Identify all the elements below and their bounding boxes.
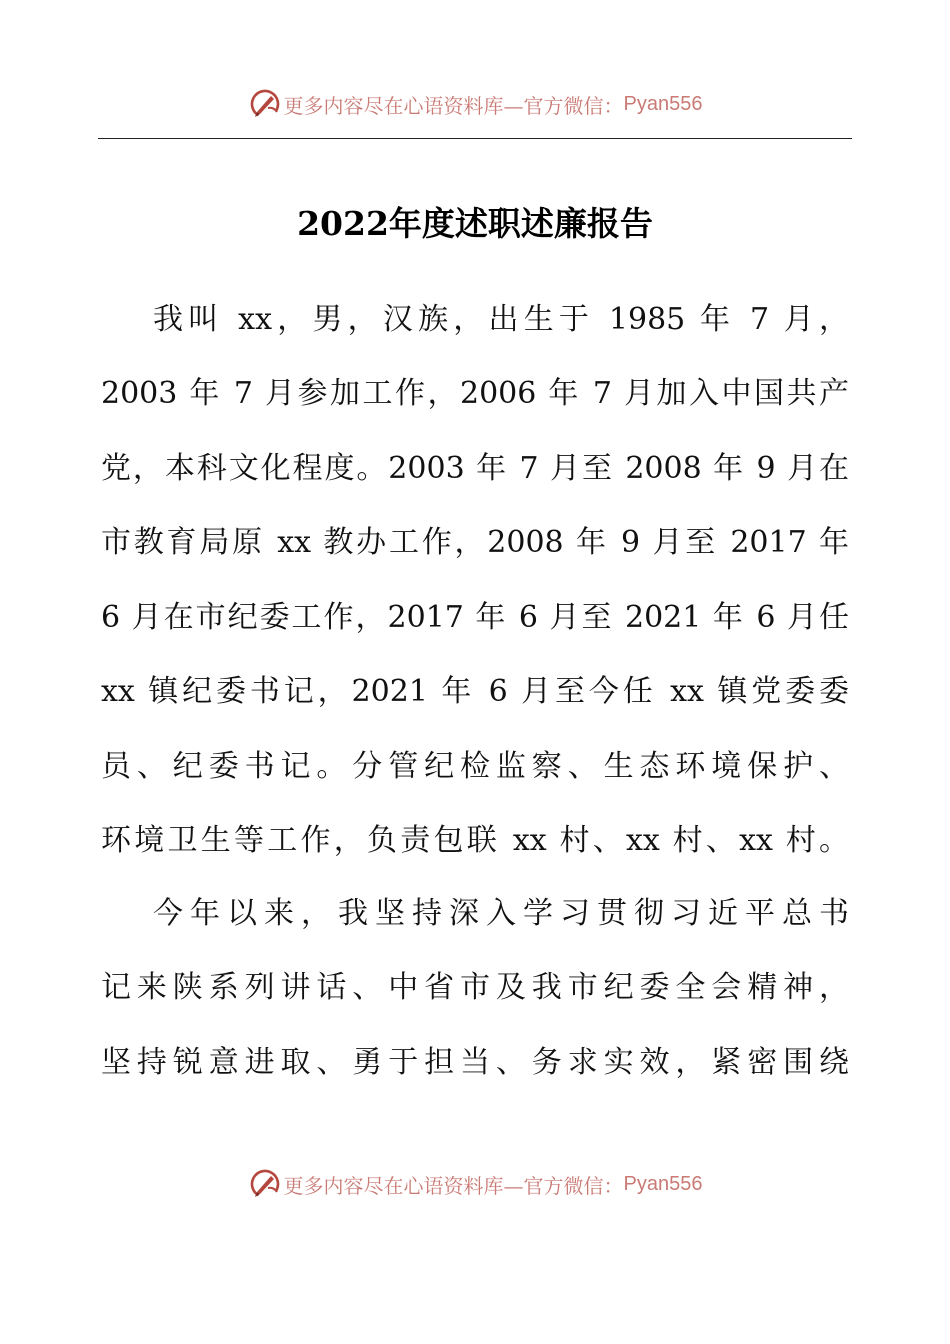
paragraph-line: 2003 年 7 月参加工作，2006 年 7 月加入中国共产 bbox=[101, 376, 849, 411]
paragraph-line: 6 月在市纪委工作，2017 年 6 月至 2021 年 6 月任 bbox=[101, 600, 849, 635]
paragraph-line: 环境卫生等工作，负责包联 xx 村、xx 村、xx 村。 bbox=[101, 823, 849, 858]
watermark-text: 更多内容尽在心语资料库—官方微信： bbox=[283, 1173, 624, 1198]
footer-watermark bbox=[0, 1164, 950, 1204]
wechat-id: Pyan556 bbox=[623, 92, 703, 115]
paragraph-line: 坚持锐意进取、勇于担当、务求实效，紧密围绕 bbox=[101, 1045, 849, 1080]
pen-logo-icon bbox=[248, 87, 282, 121]
paragraph-line: 党，本科文化程度。2003 年 7 月至 2008 年 9 月在 bbox=[101, 451, 849, 486]
paragraph-line: 我叫 xx，男，汉族，出生于 1985 年 7 月， bbox=[153, 302, 849, 337]
header-divider bbox=[98, 138, 852, 139]
paragraph-line: 今年以来，我坚持深入学习贯彻习近平总书 bbox=[153, 896, 849, 931]
document-title: 2022年度述职述廉报告 bbox=[297, 204, 653, 243]
paragraph-line: 员、纪委书记。分管纪检监察、生态环境保护、 bbox=[101, 749, 849, 784]
paragraph-line: 市教育局原 xx 教办工作，2008 年 9 月至 2017 年 bbox=[101, 525, 849, 560]
paragraph-line: 记来陕系列讲话、中省市及我市纪委全会精神， bbox=[101, 970, 849, 1005]
paragraph-line: xx 镇纪委书记，2021 年 6 月至今任 xx 镇党委委 bbox=[101, 674, 849, 709]
pen-logo-icon bbox=[248, 1167, 282, 1201]
watermark-text: 更多内容尽在心语资料库—官方微信： bbox=[283, 93, 624, 118]
wechat-id: Pyan556 bbox=[623, 1172, 703, 1195]
header-watermark bbox=[0, 84, 950, 124]
